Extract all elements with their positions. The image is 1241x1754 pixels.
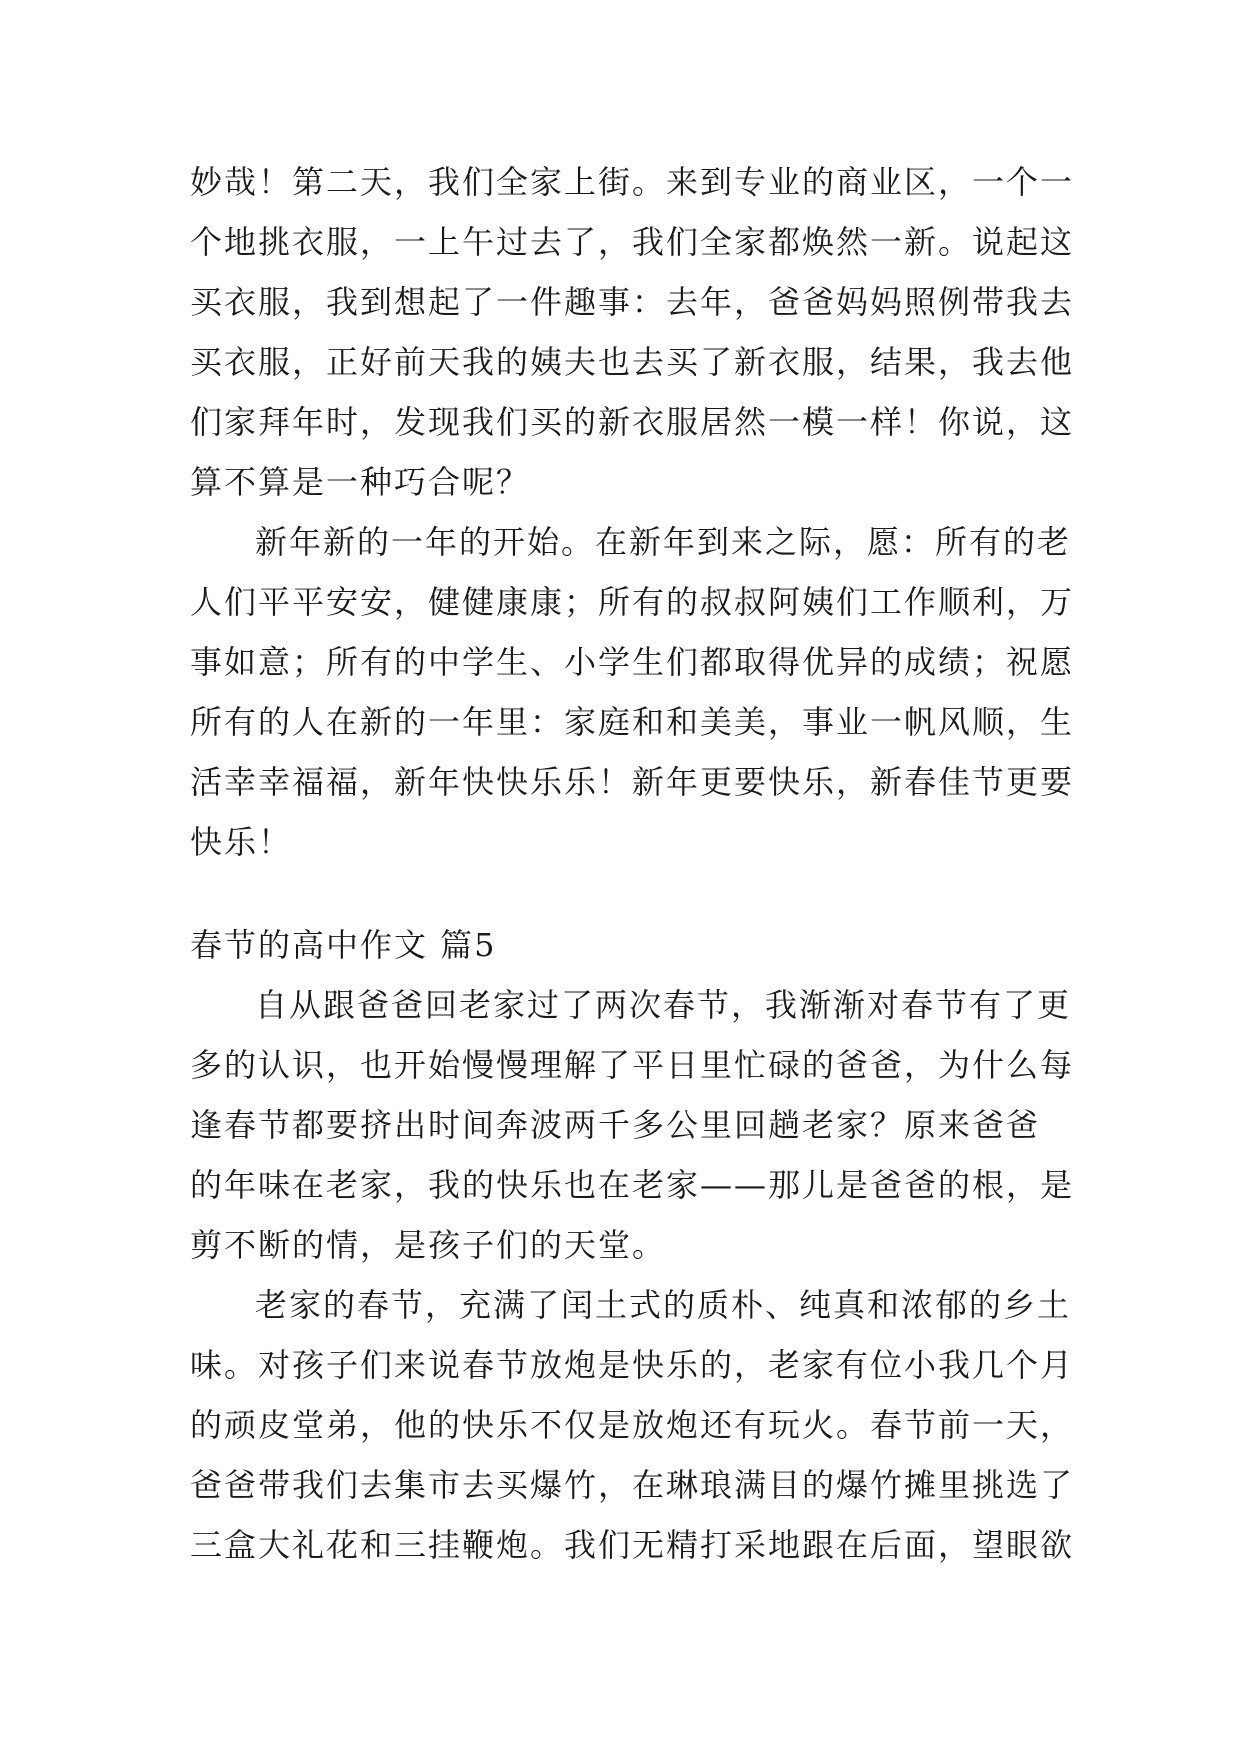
- text-line: 剪不断的情，是孩子们的天堂。: [190, 1226, 667, 1264]
- text-line: 逢春节都要挤出时间奔波两千多公里回趟老家？原来爸爸: [190, 1106, 1041, 1144]
- text-line: 事如意；所有的中学生、小学生们都取得优异的成绩；祝愿: [190, 643, 1075, 681]
- text-line: 买衣服，我到想起了一件趣事：去年，爸爸妈妈照例带我去: [190, 283, 1075, 321]
- text-line: 老家的春节，充满了闰土式的质朴、纯真和浓郁的乡土: [255, 1286, 1072, 1324]
- text-line: 算不算是一种巧合呢？: [190, 463, 531, 501]
- text-line: 活幸幸福福，新年快快乐乐！新年更要快乐，新春佳节更要: [190, 763, 1075, 801]
- text-line: 的顽皮堂弟，他的快乐不仅是放炮还有玩火。春节前一天，: [190, 1406, 1075, 1444]
- text-line: 爸爸带我们去集市去买爆竹，在琳琅满目的爆竹摊里挑选了: [190, 1466, 1075, 1504]
- section-heading: 春节的高中作文 篇5: [190, 926, 497, 964]
- text-line: 所有的人在新的一年里：家庭和和美美，事业一帆风顺，生: [190, 703, 1075, 741]
- text-line: 们家拜年时，发现我们买的新衣服居然一模一样！你说，这: [190, 403, 1075, 441]
- text-line: 三盒大礼花和三挂鞭炮。我们无精打采地跟在后面，望眼欲: [190, 1526, 1075, 1564]
- text-line: 自从跟爸爸回老家过了两次春节，我渐渐对春节有了更: [255, 986, 1072, 1024]
- text-line: 妙哉！第二天，我们全家上街。来到专业的商业区，一个一: [190, 163, 1075, 201]
- text-line: 多的认识，也开始慢慢理解了平日里忙碌的爸爸，为什么每: [190, 1046, 1075, 1084]
- text-line: 新年新的一年的开始。在新年到来之际，愿：所有的老: [255, 523, 1072, 561]
- text-line: 快乐！: [190, 823, 293, 861]
- text-line: 人们平平安安，健健康康；所有的叔叔阿姨们工作顺利，万: [190, 583, 1075, 621]
- text-line: 味。对孩子们来说春节放炮是快乐的，老家有位小我几个月: [190, 1346, 1075, 1384]
- text-line: 个地挑衣服，一上午过去了，我们全家都焕然一新。说起这: [190, 223, 1075, 261]
- text-line: 买衣服，正好前天我的姨夫也去买了新衣服，结果，我去他: [190, 343, 1075, 381]
- text-line: 的年味在老家，我的快乐也在老家——那儿是爸爸的根，是: [190, 1166, 1075, 1204]
